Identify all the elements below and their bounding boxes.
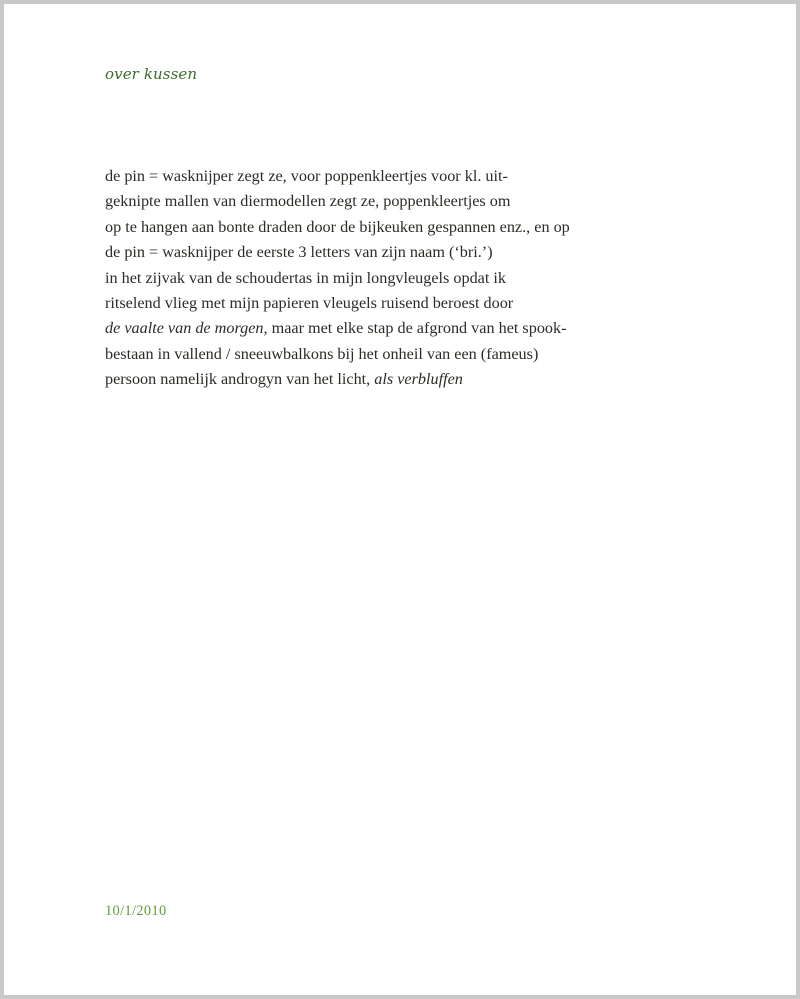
poem-line: geknipte mallen van diermodellen zegt ze, poppenkleertjes om — [105, 192, 511, 211]
poem-line: bestaan in vallend / sneeuwbalkons bij het onheil van een (fameus) — [105, 344, 539, 363]
poem-line: in het zijvak van de schoudertas in mijn longvleugels opdat ik — [105, 268, 507, 287]
italic-phrase: de vaalte van de morgen — [105, 319, 264, 338]
poem-line: op te hangen aan bonte draden door de bijkeuken gespannen enz., en op — [105, 217, 570, 236]
poem-line: persoon namelijk androgyn van het licht, als verbluffen — [105, 370, 463, 389]
date-stamp: 10/1/2010 — [105, 903, 167, 919]
poem-title: over kussen — [105, 65, 198, 83]
poem-line: de vaalte van de morgen, maar met elke stap de afgrond van het spook- — [105, 319, 567, 338]
poem-line: ritselend vlieg met mijn papieren vleugels ruisend beroest door — [105, 293, 514, 312]
poem-body — [105, 164, 570, 393]
poem-line: de pin = wasknijper zegt ze, voor poppenkleertjes voor kl. uit- — [105, 167, 508, 185]
italic-phrase: als verbluffen — [374, 370, 463, 389]
poem-line: de pin = wasknijper de eerste 3 letters van zijn naam (‘bri.’) — [105, 243, 493, 262]
